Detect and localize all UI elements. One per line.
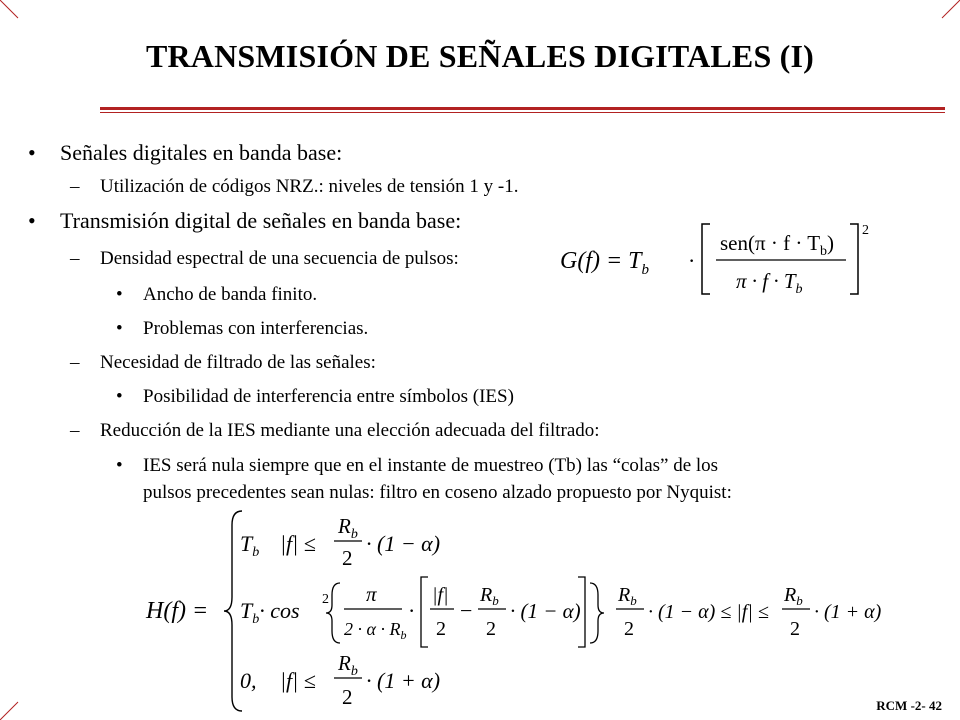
formula-g-sub: b xyxy=(641,262,650,278)
spectral-density-formula xyxy=(560,218,880,300)
list-item-marker: – xyxy=(70,352,80,373)
svg-text:G(f) = Tb xyxy=(560,248,650,278)
list-item-marker: – xyxy=(70,176,80,197)
list-item-text: Ancho de banda finito. xyxy=(143,284,318,305)
h-case2-abs-num: |f| xyxy=(432,584,449,606)
bullet-marker: • xyxy=(28,140,36,165)
h-case1-num-sub: b xyxy=(350,527,358,542)
h-case1-num: R xyxy=(338,514,351,538)
formula-g-lhs: G(f) = T xyxy=(560,248,642,274)
h-case1-cond: |f| ≤ xyxy=(280,531,316,556)
svg-text:·: · xyxy=(688,248,696,273)
h-case3-tail: · (1 + α) xyxy=(366,668,441,693)
h-case1-den: 2 xyxy=(342,546,353,570)
h-case2-f3-num: R xyxy=(480,584,493,606)
h-cond-den2: 2 xyxy=(790,618,800,640)
list-item-marker: • xyxy=(116,318,123,339)
list-item-text: Problemas con interferencias. xyxy=(143,318,369,339)
formula-g-num: sen(π · f · T xyxy=(720,231,821,255)
h-case1-tail: · (1 − α) xyxy=(366,531,441,556)
svg-text:π · f · Tb xyxy=(736,269,803,297)
list-item-marker: – xyxy=(70,420,80,441)
h-case3-num-sub: b xyxy=(350,664,358,679)
h-cond-den1: 2 xyxy=(624,618,634,640)
h-cond-tail1: · (1 − α) ≤ |f| ≤ xyxy=(648,601,769,623)
list-item-text: Transmisión digital de señales en banda base: xyxy=(60,208,462,233)
title-rule-thin xyxy=(100,112,945,113)
title-rule xyxy=(100,107,945,110)
svg-text:sen(π · f · Tb) xyxy=(720,231,834,259)
svg-text:Rb xyxy=(783,584,803,608)
list-item-text: Señales digitales en banda base: xyxy=(60,140,343,165)
h-case2-abs-den: 2 xyxy=(436,618,446,640)
h-case2-a: T xyxy=(240,598,253,623)
list-item-text: pulsos precedentes sean nulas: filtro en coseno alzado propuesto por Nyquist: xyxy=(143,482,732,503)
h-case3-a: 0, xyxy=(240,668,257,693)
h-case2-cos: · cos xyxy=(259,598,300,623)
svg-text:·: · xyxy=(408,598,416,623)
h-case2-f1-den-sub: b xyxy=(400,628,407,642)
list-item-marker: • xyxy=(116,455,123,476)
h-cond-num1: R xyxy=(618,584,631,606)
svg-text:Rb xyxy=(479,584,499,608)
h-case1-sub: b xyxy=(252,545,260,560)
list-item-text: Necesidad de filtrado de las señales: xyxy=(100,352,376,373)
list-item-marker: • xyxy=(116,386,123,407)
slide-footer: RCM -2- 42 xyxy=(876,698,942,713)
slide-title: TRANSMISIÓN DE SEÑALES DIGITALES (I) xyxy=(145,38,815,74)
h-case1-a: T xyxy=(240,531,253,556)
list-item xyxy=(28,140,36,166)
list-item-marker: • xyxy=(116,284,123,305)
formula-g-den: π · f · T xyxy=(736,269,796,293)
h-case3-num: R xyxy=(338,651,351,675)
h-cond-sub2: b xyxy=(796,593,803,608)
list-item-text: Densidad espectral de una secuencia de pulsos: xyxy=(100,248,459,269)
svg-text:Tb xyxy=(240,531,259,560)
h-case2-f3-den: 2 xyxy=(486,618,496,640)
raised-cosine-formula xyxy=(140,505,900,717)
formula-h-lhs: H(f) = xyxy=(146,598,209,624)
list-item-text: Utilización de códigos NRZ.: niveles de tensión 1 y -1. xyxy=(100,176,519,197)
h-case2-minus: − xyxy=(460,598,473,623)
h-cond-sub1: b xyxy=(630,593,637,608)
h-cond-tail2: · (1 + α) xyxy=(814,601,882,623)
h-case3-cond: |f| ≤ xyxy=(280,668,316,693)
formula-g-num-close: ) xyxy=(827,231,835,255)
formula-g-power: 2 xyxy=(862,223,869,238)
h-case3-den: 2 xyxy=(342,685,353,709)
h-case2-tail: · (1 − α) xyxy=(510,599,581,623)
svg-text:2 · α · Rb xyxy=(344,619,406,642)
svg-text:Rb xyxy=(337,651,358,679)
h-case2-f1-den: 2 · α · R xyxy=(344,619,401,639)
h-case2-sub: b xyxy=(252,612,260,627)
svg-text:Tb· cos xyxy=(240,598,300,627)
list-item-marker: • xyxy=(28,208,36,233)
list-item-text: Posibilidad de interferencia entre símbolos (IES) xyxy=(143,386,514,407)
h-case2-f1-num: π xyxy=(366,582,377,606)
h-case2-f3-sub: b xyxy=(492,593,499,608)
formula-g-num-sub: b xyxy=(820,244,828,259)
list-item-text: Reducción de la IES mediante una elección adecuada del filtrado: xyxy=(100,420,600,441)
svg-text:Rb xyxy=(337,514,358,542)
h-cond-num2: R xyxy=(784,584,797,606)
formula-g-den-sub: b xyxy=(795,282,803,297)
svg-text:Rb xyxy=(617,584,637,608)
list-item-marker: – xyxy=(70,248,80,269)
h-case2-pow: 2 xyxy=(322,592,329,607)
list-item-text: IES será nula siempre que en el instante de muestreo (Tb) las “colas” de los xyxy=(143,455,719,476)
